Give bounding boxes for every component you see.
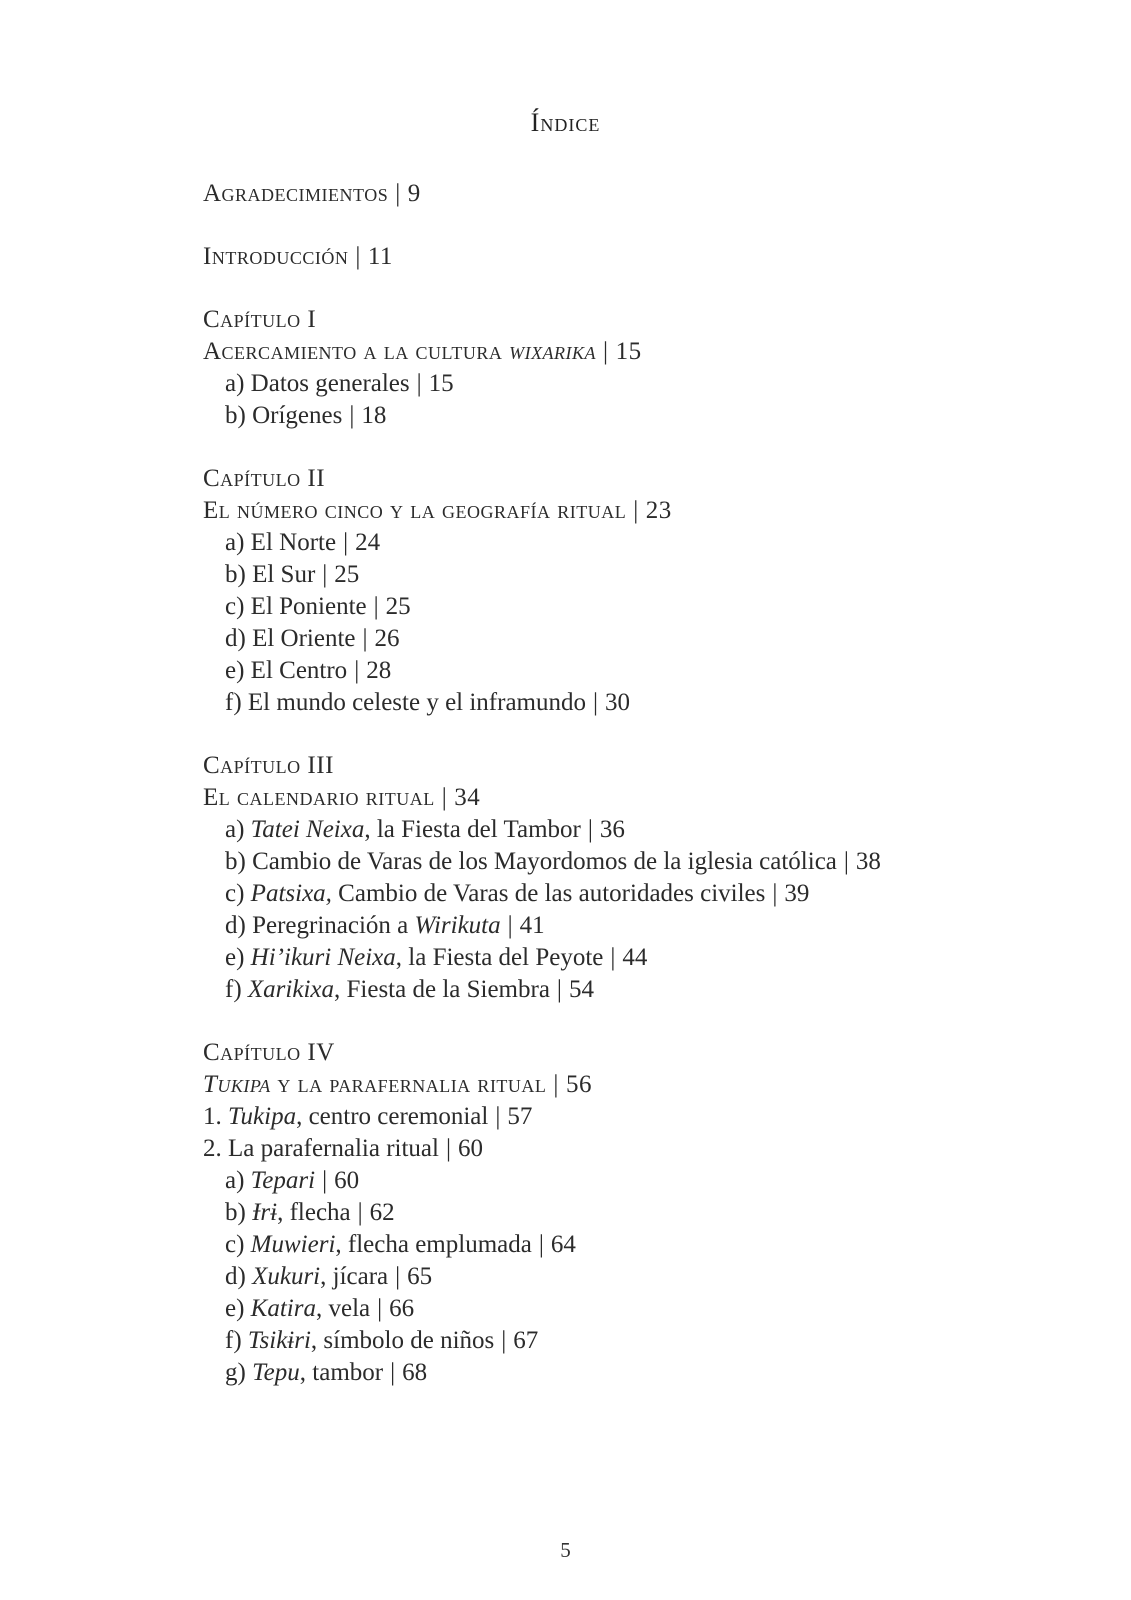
separator-bar: | xyxy=(772,880,778,907)
entry-title: , Fiesta de la Siembra xyxy=(334,976,550,1003)
section-gap xyxy=(203,1006,1083,1037)
entry-title: Introducción xyxy=(203,243,349,270)
entry-title: , vela xyxy=(315,1295,371,1322)
separator-bar: | xyxy=(355,243,361,270)
item-marker: a) xyxy=(225,370,245,397)
page-ref: 56 xyxy=(565,1071,592,1098)
item-marker: a) xyxy=(225,816,245,843)
entry-title: , la Fiesta del Peyote xyxy=(395,944,604,971)
item-marker: e) xyxy=(225,1295,245,1322)
toc-item xyxy=(203,527,1083,559)
entry-title: y la parafernalia ritual xyxy=(270,1071,547,1098)
entry-title: El Norte xyxy=(250,529,337,556)
toc-numbered-item xyxy=(203,1101,1083,1133)
entry-title: Agradecimientos xyxy=(203,180,389,207)
item-marker: c) xyxy=(225,1231,245,1258)
page-ref: 25 xyxy=(334,561,360,588)
chapter-heading xyxy=(203,463,1083,495)
item-marker: b) xyxy=(225,561,246,588)
entry-title-italic: wixarika xyxy=(509,338,597,365)
separator-bar: | xyxy=(587,816,593,843)
page-ref: 44 xyxy=(622,944,648,971)
separator-bar: | xyxy=(395,1263,401,1290)
page-ref: 66 xyxy=(389,1295,415,1322)
entry-title: El Centro xyxy=(250,657,348,684)
page-ref: 41 xyxy=(519,912,545,939)
toc-item xyxy=(203,687,1083,719)
toc-item xyxy=(203,878,1083,910)
toc-item xyxy=(203,1293,1083,1325)
entry-title-italic: Xukuri xyxy=(252,1263,321,1290)
toc-item xyxy=(203,559,1083,591)
entry-title: , flecha emplumada xyxy=(335,1231,532,1258)
entry-title-italic: Muwieri xyxy=(250,1231,336,1258)
toc-section xyxy=(203,495,1083,527)
separator-bar: | xyxy=(390,1359,396,1386)
separator-bar: | xyxy=(357,1199,363,1226)
toc-section xyxy=(203,241,1083,273)
page-ref: 24 xyxy=(355,529,381,556)
page-ref: 15 xyxy=(615,338,642,365)
toc-item xyxy=(203,846,1083,878)
page-ref: 23 xyxy=(645,497,672,524)
toc-section xyxy=(203,782,1083,814)
item-marker: b) xyxy=(225,848,246,875)
toc-item xyxy=(203,1357,1083,1389)
toc-numbered-item xyxy=(203,1133,1083,1165)
item-marker: c) xyxy=(225,593,245,620)
chapter-heading xyxy=(203,304,1083,336)
separator-bar: | xyxy=(362,625,368,652)
toc-item xyxy=(203,368,1083,400)
separator-bar: | xyxy=(556,976,562,1003)
item-marker: g) xyxy=(225,1359,246,1386)
entry-title: La parafernalia ritual xyxy=(228,1135,439,1162)
entry-title-italic: Ɨrɨ xyxy=(252,1199,278,1226)
entry-title: , símbolo de niños xyxy=(310,1327,495,1354)
entry-title: Datos generales xyxy=(250,370,410,397)
separator-bar: | xyxy=(593,689,599,716)
entry-title: El mundo celeste y el inframundo xyxy=(247,689,587,716)
chapter-heading xyxy=(203,1037,1083,1069)
entry-title-italic: Xarikixa xyxy=(247,976,334,1003)
section-gap xyxy=(203,273,1083,304)
page-ref: 9 xyxy=(407,180,421,207)
entry-title-italic: Tepari xyxy=(250,1167,316,1194)
entry-title: , flecha xyxy=(277,1199,351,1226)
separator-bar: | xyxy=(322,561,328,588)
entry-title: El Sur xyxy=(252,561,316,588)
page-ref: 36 xyxy=(599,816,625,843)
entry-title: El calendario ritual xyxy=(203,784,435,811)
item-marker: d) xyxy=(225,625,246,652)
page-ref: 67 xyxy=(513,1327,539,1354)
entry-title: Cambio de Varas de las autoridades civiles xyxy=(331,880,766,907)
entry-title: El número cinco y la geografía ritual xyxy=(203,497,627,524)
entry-title: Orígenes xyxy=(252,402,343,429)
item-marker: e) xyxy=(225,944,245,971)
toc-item xyxy=(203,1325,1083,1357)
item-marker: b) xyxy=(225,402,246,429)
entry-title: El Poniente xyxy=(250,593,367,620)
toc-item xyxy=(203,942,1083,974)
toc-item xyxy=(203,1165,1083,1197)
entry-title-italic: Tsikɨri xyxy=(247,1327,311,1354)
separator-bar: | xyxy=(377,1295,383,1322)
page-ref: 60 xyxy=(458,1135,483,1162)
page-ref: 39 xyxy=(784,880,810,907)
separator-bar: | xyxy=(495,1103,501,1130)
item-marker: a) xyxy=(225,529,245,556)
item-marker: 1. xyxy=(203,1103,222,1130)
entry-title: , jícara xyxy=(320,1263,389,1290)
toc-item xyxy=(203,591,1083,623)
page-ref: 30 xyxy=(605,689,631,716)
separator-bar: | xyxy=(843,848,849,875)
toc-item xyxy=(203,910,1083,942)
entry-title-italic: Tukipa xyxy=(203,1071,271,1098)
entry-title: Acercamiento a la cultura xyxy=(203,338,510,365)
toc-item xyxy=(203,655,1083,687)
chapter-label: Capítulo I xyxy=(203,306,317,333)
entry-title-italic: Tepu xyxy=(252,1359,300,1386)
page-ref: 57 xyxy=(507,1103,533,1130)
item-marker: b) xyxy=(225,1199,246,1226)
page-ref: 38 xyxy=(855,848,881,875)
separator-bar: | xyxy=(538,1231,544,1258)
page-ref: 34 xyxy=(454,784,481,811)
page-ref: 25 xyxy=(385,593,411,620)
entry-title-italic: Wirikuta xyxy=(414,912,501,939)
page-ref: 64 xyxy=(550,1231,576,1258)
separator-bar: | xyxy=(610,944,616,971)
separator-bar: | xyxy=(441,784,448,811)
page-title: Índice xyxy=(530,108,601,137)
separator-bar: | xyxy=(501,1327,507,1354)
item-marker: f) xyxy=(225,976,242,1003)
entry-title: , la Fiesta del Tambor xyxy=(364,816,581,843)
item-marker: e) xyxy=(225,657,245,684)
entry-title: El Oriente xyxy=(252,625,356,652)
toc-section xyxy=(203,336,1083,368)
chapter-label: Capítulo III xyxy=(203,752,334,779)
page-ref: 62 xyxy=(369,1199,395,1226)
chapter-heading xyxy=(203,750,1083,782)
toc-item xyxy=(203,1229,1083,1261)
separator-bar: | xyxy=(553,1071,559,1098)
separator-bar: | xyxy=(416,370,422,397)
item-marker: a) xyxy=(225,1167,245,1194)
toc-item xyxy=(203,974,1083,1006)
toc-item xyxy=(203,1197,1083,1229)
toc-item xyxy=(203,814,1083,846)
table-of-contents xyxy=(203,178,1083,1389)
section-gap xyxy=(203,432,1083,463)
page-ref: 26 xyxy=(374,625,400,652)
entry-title-italic: Patsixa, xyxy=(250,880,332,907)
separator-bar: | xyxy=(373,593,379,620)
toc-section xyxy=(203,178,1083,210)
page-ref: 11 xyxy=(367,243,393,270)
page-ref: 15 xyxy=(428,370,454,397)
separator-bar: | xyxy=(633,497,639,524)
entry-title: Cambio de Varas de los Mayordomos de la iglesia católica xyxy=(252,848,837,875)
section-gap xyxy=(203,719,1083,750)
separator-bar: | xyxy=(445,1135,451,1162)
item-marker: c) xyxy=(225,880,245,907)
section-gap xyxy=(203,210,1083,241)
page-ref: 18 xyxy=(361,402,387,429)
toc-item xyxy=(203,623,1083,655)
separator-bar: | xyxy=(603,338,609,365)
page-ref: 65 xyxy=(407,1263,433,1290)
page-ref: 54 xyxy=(568,976,594,1003)
entry-title-italic: Katira xyxy=(250,1295,316,1322)
entry-title: Peregrinación a xyxy=(252,912,415,939)
separator-bar: | xyxy=(354,657,360,684)
entry-title: , centro ceremonial xyxy=(296,1103,489,1130)
item-marker: f) xyxy=(225,689,242,716)
toc-section xyxy=(203,1069,1083,1101)
chapter-label: Capítulo IV xyxy=(203,1039,335,1066)
toc-item xyxy=(203,1261,1083,1293)
separator-bar: | xyxy=(343,529,349,556)
separator-bar: | xyxy=(322,1167,328,1194)
entry-title-italic: Hi’ikuri Neixa xyxy=(250,944,396,971)
item-marker: d) xyxy=(225,912,246,939)
item-marker: d) xyxy=(225,1263,246,1290)
separator-bar: | xyxy=(507,912,513,939)
separator-bar: | xyxy=(349,402,355,429)
entry-title: , tambor xyxy=(299,1359,384,1386)
item-marker: 2. xyxy=(203,1135,222,1162)
toc-item xyxy=(203,400,1083,432)
chapter-label: Capítulo II xyxy=(203,465,326,492)
page-number: 5 xyxy=(560,1538,571,1562)
page-ref: 68 xyxy=(402,1359,428,1386)
page-ref: 28 xyxy=(366,657,392,684)
page-ref: 60 xyxy=(334,1167,360,1194)
entry-title-italic: Tatei Neixa xyxy=(250,816,365,843)
separator-bar: | xyxy=(395,180,401,207)
entry-title-italic: Tukipa xyxy=(228,1103,297,1130)
item-marker: f) xyxy=(225,1327,242,1354)
